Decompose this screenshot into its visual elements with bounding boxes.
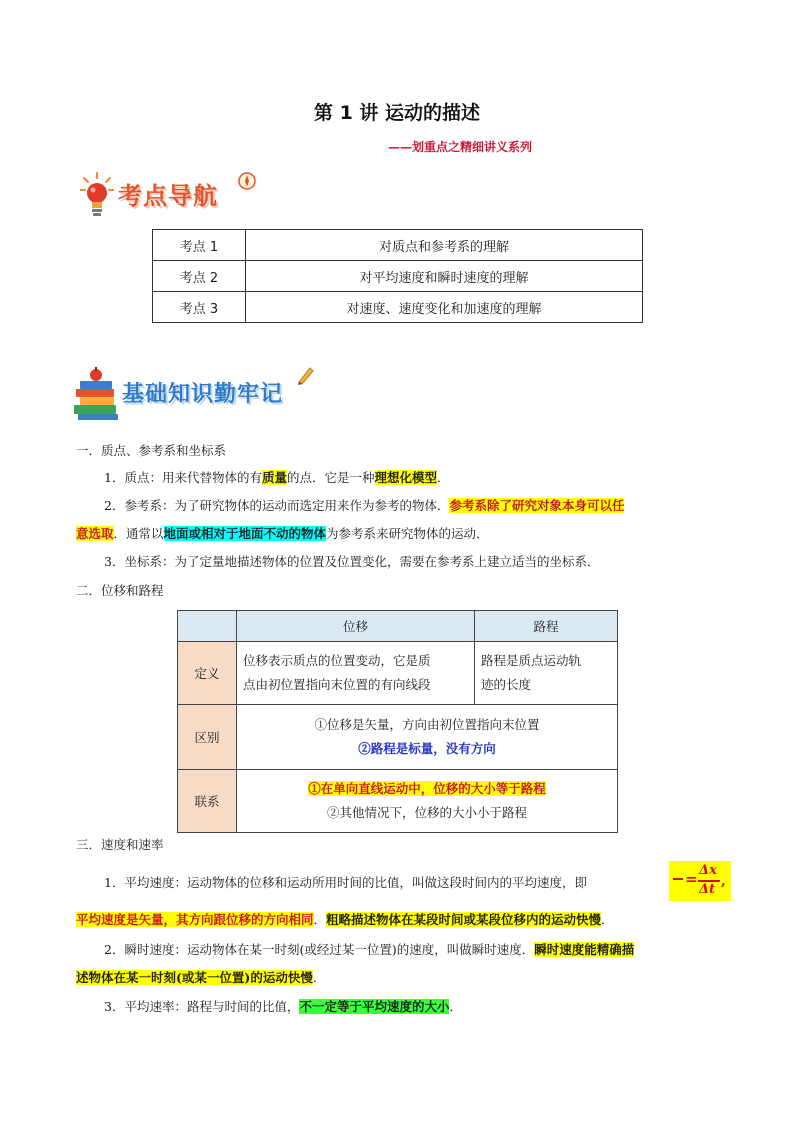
highlight: 地面或相对于地面不动的物体 <box>163 526 327 541</box>
header-blank <box>178 611 237 642</box>
section-heading: 二．位移和路程 <box>76 583 164 598</box>
section-heading: 一．质点、参考系和坐标系 <box>76 443 227 458</box>
paragraph <box>104 941 634 959</box>
text: ． <box>601 912 614 927</box>
paragraph <box>104 998 462 1016</box>
text: 3．平均速率：路程与时间的比值， <box>104 999 300 1014</box>
basic-knowledge-banner <box>74 363 334 423</box>
page-title: 第 1 讲 运动的描述 <box>313 102 481 124</box>
topic-value: 对平均速度和瞬时速度的理解 <box>246 261 643 292</box>
average-velocity-formula <box>669 861 731 901</box>
table-cell <box>475 642 618 705</box>
paragraph-continuation <box>76 969 325 987</box>
text: ． <box>449 999 462 1014</box>
table-row <box>153 292 643 323</box>
highlight: 参考系除了研究对象本身可以任 <box>449 498 625 513</box>
text: ． <box>313 912 327 927</box>
lightbulb-icon <box>80 172 114 220</box>
table-row <box>178 770 618 833</box>
cell-line: ②路程是标量，没有方向 <box>358 741 496 756</box>
table-cell <box>237 705 618 770</box>
section-heading: 三．速度和速率 <box>76 837 164 852</box>
column-header: 位移 <box>237 611 475 642</box>
table-row <box>153 230 643 261</box>
formula-denominator: Δt <box>699 882 716 897</box>
cell-line: ②其他情况下，位移的大小小于路程 <box>326 805 527 820</box>
highlight: 意选取 <box>76 526 114 541</box>
topic-key: 考点 2 <box>153 261 246 292</box>
table-row <box>153 261 643 292</box>
page-subtitle: ——划重点之精细讲义系列 <box>387 140 532 154</box>
row-header: 定义 <box>178 642 237 705</box>
topics-table <box>152 229 643 323</box>
row-header: 联系 <box>178 770 237 833</box>
topic-navigation-banner <box>80 170 280 222</box>
highlight: 述物体在某一时刻(或某一位置)的运动快慢 <box>76 970 313 985</box>
topic-value: 对质点和参考系的理解 <box>246 230 643 261</box>
banner-title: 考点导航 <box>118 182 218 210</box>
text: 1．质点：用来代替物体的有 <box>104 470 262 485</box>
paragraph-continuation <box>76 911 614 929</box>
cell-line: 位移表示质点的位置变动，它是质 <box>243 653 431 668</box>
topic-key: 考点 3 <box>153 292 246 323</box>
formula-numerator: Δx <box>699 863 717 878</box>
highlight: 理想化模型 <box>374 470 438 485</box>
equals-sign: = <box>685 870 698 888</box>
paragraph <box>104 469 450 487</box>
table-row <box>178 705 618 770</box>
highlight: 瞬时速度能精确描 <box>534 942 635 957</box>
table-header-row <box>178 611 618 642</box>
table-cell <box>237 770 618 833</box>
topic-value: 对速度、速度变化和加速度的理解 <box>246 292 643 323</box>
cell-line: 点由初位置指向末位置的有向线段 <box>243 677 431 692</box>
text: 2．参考系：为了研究物体的运动而选定用来作为参考的物体． <box>104 498 450 513</box>
banner-title: 基础知识勤牢记 <box>122 382 284 407</box>
row-header: 区别 <box>178 705 237 770</box>
highlight: 不一定等于平均速度的大小 <box>299 999 450 1014</box>
displacement-path-table <box>177 610 618 833</box>
v-bar-symbol <box>673 878 683 880</box>
highlight: 粗略描述物体在某段时间或某段位移内的运动快慢 <box>326 912 602 927</box>
paragraph-continuation <box>76 525 489 543</box>
table-cell <box>237 642 475 705</box>
cell-line: 迹的长度 <box>481 677 532 692</box>
text: 的点．它是一种 <box>286 470 375 485</box>
cell-line: ①位移是矢量，方向由初位置指向末位置 <box>314 717 540 732</box>
formula-comma: , <box>721 873 726 889</box>
text: ． <box>312 970 326 985</box>
highlight: 质量 <box>261 470 287 485</box>
compass-icon <box>238 172 256 190</box>
paragraph: 3．坐标系：为了定量地描述物体的位置及位置变化，需要在参考系上建立适当的坐标系． <box>104 554 600 569</box>
highlight: 平均速度是矢量，其方向跟位移的方向相同 <box>76 912 314 927</box>
pencil-icon <box>296 365 316 385</box>
text: ． <box>437 470 450 485</box>
paragraph: 1．平均速度：运动物体的位移和运动所用时间的比值，叫做这段时间内的平均速度，即 <box>104 875 587 890</box>
text: ．通常以 <box>113 526 164 541</box>
paragraph <box>104 497 624 515</box>
highlight: ①在单向直线运动中，位移的大小等于路程 <box>308 781 546 796</box>
books-icon <box>74 367 120 421</box>
text: 2．瞬时速度：运动物体在某一时刻(或经过某一位置)的速度，叫做瞬时速度． <box>104 942 535 957</box>
column-header: 路程 <box>475 611 618 642</box>
text: 为参考系来研究物体的运动． <box>326 526 489 541</box>
cell-line: 路程是质点运动轨 <box>481 653 582 668</box>
table-row <box>178 642 618 705</box>
topic-key: 考点 1 <box>153 230 246 261</box>
